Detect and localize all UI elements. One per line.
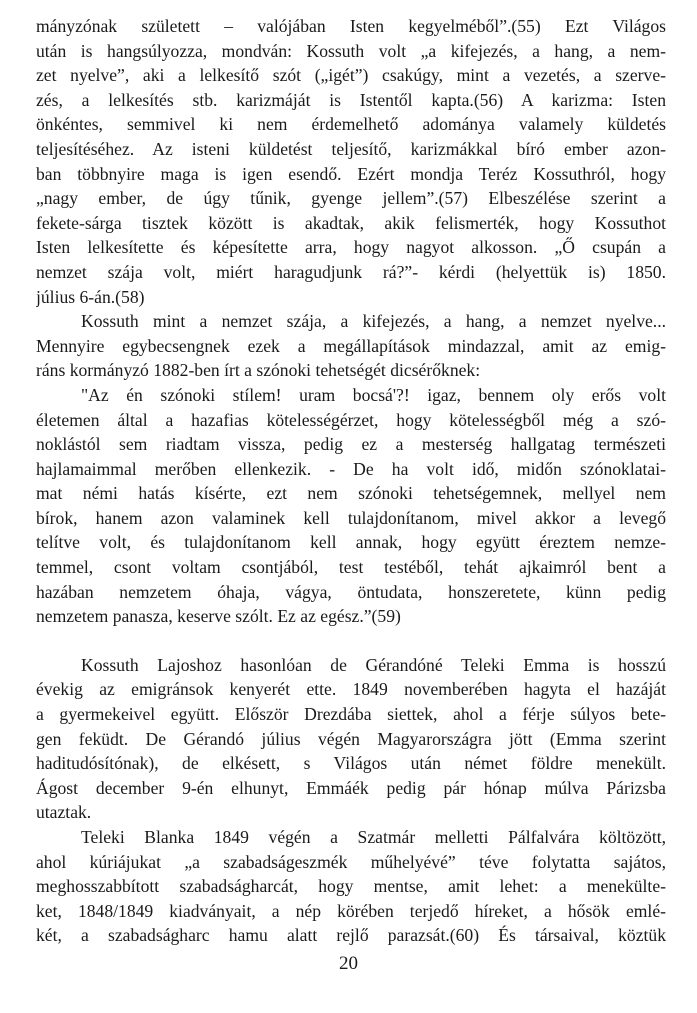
text-line: évekig az emigránsok kenyerét ette. 1849 novemberében hagyta el hazáját [36, 679, 666, 700]
text-line: fekete-sárga tisztek között is akadtak, akik felismerték, hogy Kossuthot [36, 212, 666, 233]
text-line: zés, a lelkesítés stb. karizmáját is Istentől kapta.(56) A karizma: Isten [36, 89, 666, 110]
text-line: Kossuth Lajoshoz hasonlóan de Gérandóné Teleki Emma is hosszú [81, 654, 666, 675]
text-line: "Az én szónoki stílem! uram bocsá'?! igaz, bennem oly erős volt [81, 384, 666, 405]
text-line: mat némi hatás kísérte, ezt nem szónoki tehetségemnek, mellyel nem [36, 483, 666, 504]
page-body [36, 14, 666, 948]
text-line: életemen által a hazafias kötelességérzet, hogy kötelességből még a szó- [36, 409, 666, 430]
paragraph-3 [36, 653, 666, 825]
quotation [36, 383, 666, 629]
text-line: nemzet szája volt, miért haragudjunk rá?”- kérdi (helyettük is) 1850. [36, 261, 666, 282]
text-line: nemzetem panasza, keserve szólt. Ez az egész.”(59) [36, 606, 401, 627]
text-line: bírok, hanem azon valaminek kell tulajdonítanom, mivel akkor a levegő [36, 507, 666, 528]
text-line: Ágost december 9-én elhunyt, Emmáék pedig pár hónap múlva Párizsba [36, 777, 666, 798]
text-line: Isten lelkesítette és képesítette arra, hogy nagyot alkosson. „Ő csupán a [36, 237, 666, 258]
text-line: önkéntes, semmivel ki nem érdemelhető adománya valamely küldetés [36, 114, 666, 135]
text-line: a gyermekeivel együtt. Először Drezdába siettek, ahol a férje súlyos bete- [36, 704, 666, 725]
text-line: telítve volt, és tulajdonítanom kell annak, hogy együtt éreztem nemze- [36, 532, 666, 553]
paragraph-2 [36, 309, 666, 383]
text-line: ráns kormányzó 1882-ben írt a szónoki tehetségét dicsérőknek: [36, 360, 481, 381]
text-line: gen feküdt. De Gérandó július végén Magyarországra jött (Emma szerint [36, 728, 666, 749]
text-line: utaztak. [36, 802, 92, 823]
page-number: 20 [339, 953, 358, 974]
text-line: haditudósítónak), de elkésett, s Világos után német földre menekült. [36, 753, 666, 774]
text-line: Teleki Blanka 1849 végén a Szatmár melletti Pálfalvára költözött, [81, 827, 666, 847]
text-line: zet nyelve”, aki a lelkesítő szót („igét”) csakúgy, mint a vezetés, a szerve- [36, 65, 666, 86]
text-line: ban többnyire maga is igen esendő. Ezért mondja Teréz Kossuthról, hogy [36, 163, 666, 184]
text-line: hazában nemzetem óhaja, vágya, öntudata, honszeretete, künn pedig [36, 581, 666, 602]
paragraph-gap [36, 629, 666, 653]
text-line: meghosszabbított szabadságharcát, hogy mentse, amit lehet: a menekülte- [36, 876, 666, 897]
text-line: két, a szabadságharc hamu alatt rejlő parazsát.(60) És társaival, köztük [36, 925, 666, 946]
text-line: noklástól sem riadtam vissza, pedig ez a mesterség hallgatag természeti [36, 434, 666, 455]
text-line: után is hangsúlyozza, mondván: Kossuth volt „a kifejezés, a hang, a nem- [36, 40, 666, 61]
text-line: „nagy ember, de úgy tűnik, gyenge jellem”.(57) Elbeszélése szerint a [36, 188, 666, 209]
text-line: mányzónak született – valójában Isten kegyelméből”.(55) Ezt Világos [36, 16, 666, 36]
text-line: július 6-án.(58) [36, 286, 145, 307]
text-line: ahol kúriájukat „a szabadságeszmék műhelyévé” téve folytatta sajátos, [36, 851, 666, 872]
text-line: Mennyire egybecsengnek ezek a megállapítások mindazzal, amit az emig- [36, 335, 666, 356]
text-line: Kossuth mint a nemzet szája, a kifejezés, a hang, a nemzet nyelve... [81, 311, 666, 332]
text-line: teljesítéséhez. Az isteni küldetést teljesítő, karizmákkal bíró ember azon- [36, 138, 666, 159]
text-line: temmel, csont voltam csontjából, test testéből, tehát ajkaimról bent a [36, 557, 666, 578]
paragraph-4 [36, 825, 666, 948]
text-line: hajlamaimmal merőben ellenkezik. - De ha volt idő, midőn szónoklatai- [36, 458, 666, 479]
text-line: ket, 1848/1849 kiadványait, a nép körében terjedő híreket, a hősök emlé- [36, 900, 666, 921]
paragraph-1 [36, 14, 666, 309]
